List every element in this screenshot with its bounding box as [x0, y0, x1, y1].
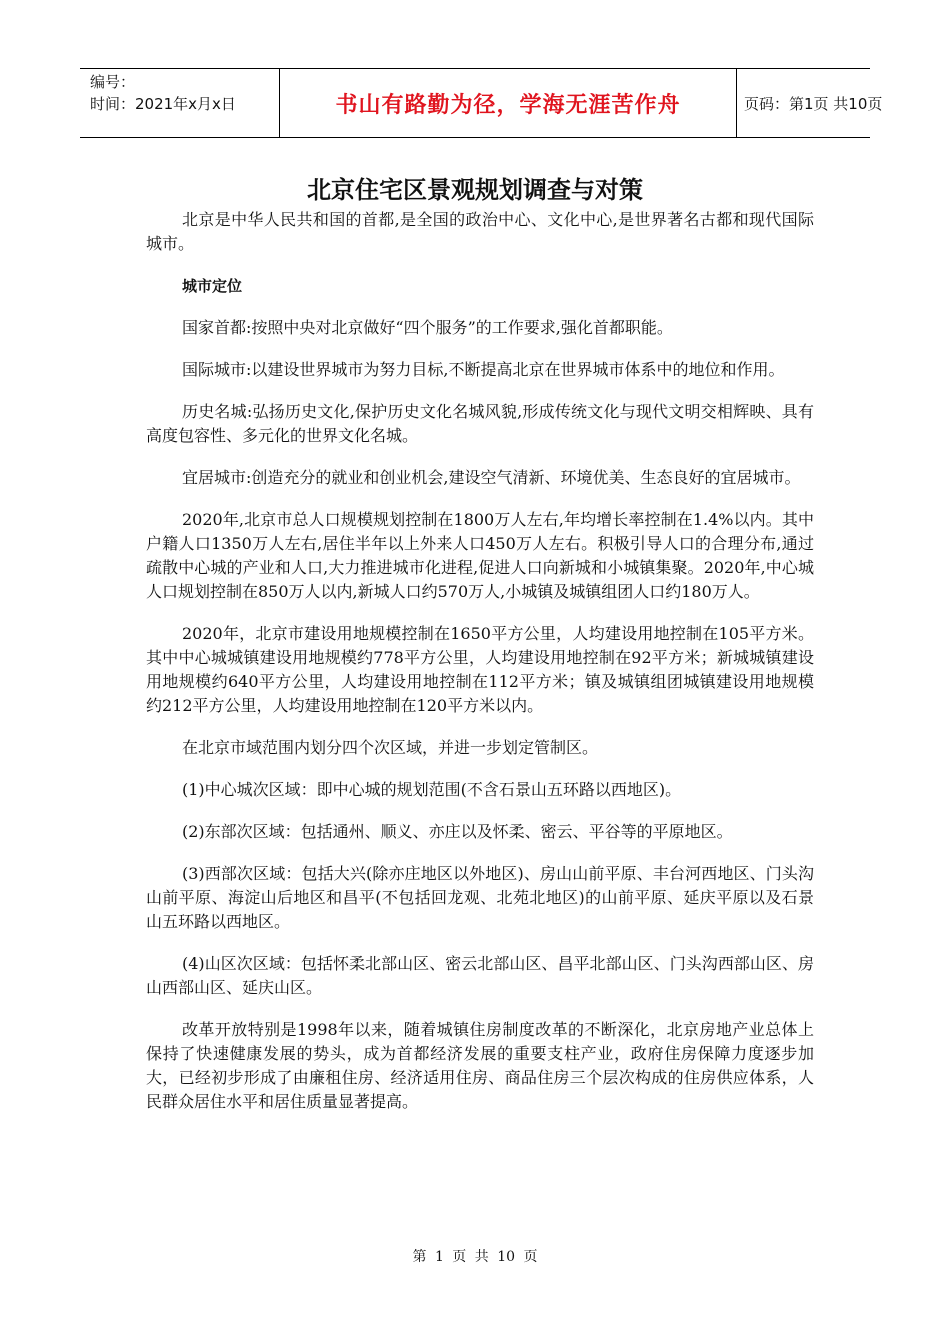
paragraph: 国际城市:以建设世界城市为努力目标,不断提高北京在世界城市体系中的地位和作用。: [182, 360, 785, 379]
paragraph: (3)西部次区域：包括大兴(除亦庄地区以外地区)、房山山前平原、丰台河西地区、门头沟山前平原、海淀山后地区和昌平(不包括回龙观、北苑北地区)的山前平原、延庆平原以及石景山五环路以西地区。: [146, 864, 814, 931]
time-label: 时间：2021年x月x日: [90, 95, 236, 113]
paragraph: 在北京市域范围内划分四个次区域，并进一步划定管制区。: [182, 738, 599, 757]
header-left-cell: [80, 69, 280, 137]
header-table: [80, 68, 883, 138]
paragraph: 历史名城:弘扬历史文化,保护历史文化名城风貌,形成传统文化与现代文明交相辉映、具有高度包容性、多元化的世界文化名城。: [146, 402, 814, 445]
page-footer: 第 1 页 共 10 页: [412, 1249, 538, 1265]
header-motto-cell: [280, 69, 737, 137]
paragraph: 宜居城市:创造充分的就业和创业机会,建设空气清新、环境优美、生态良好的宜居城市。: [182, 468, 801, 487]
paragraph: 2020年,北京市总人口规模规划控制在1800万人左右,年均增长率控制在1.4%以内。其中户籍人口1350万人左右,居住半年以上外来人口450万人左右。积极引导人口的合理分布,通过疏散中心城的产业和人口,大力推进城市化进程,促进人口向新城和小城镇集聚。2020年,中心城人口规划控制在850万人以内,新城人口约570万人,小城镇及城镇组团人口约180万人。: [146, 510, 814, 601]
paragraph: (1)中心城次区域：即中心城的规划范围(不含石景山五环路以西地区)。: [182, 780, 682, 799]
paragraph: (4)山区次区域：包括怀柔北部山区、密云北部山区、昌平北部山区、门头沟西部山区、房山西部山区、延庆山区。: [146, 954, 814, 997]
motto-text: 书山有路勤为径，学海无涯苦作舟: [335, 92, 681, 118]
number-label: 编号：: [90, 73, 136, 91]
paragraph: 国家首都:按照中央对北京做好“四个服务”的工作要求,强化首都职能。: [182, 318, 673, 337]
paragraph: (2)东部次区域：包括通州、顺义、亦庄以及怀柔、密云、平谷等的平原地区。: [182, 822, 733, 841]
document-title: 北京住宅区景观规划调查与对策: [307, 176, 643, 204]
paragraph-intro: 北京是中华人民共和国的首都,是全国的政治中心、文化中心,是世界著名古都和现代国际城市。: [146, 210, 814, 253]
section-heading: 城市定位: [182, 277, 243, 295]
header-page-cell: [736, 69, 883, 137]
page-info: 页码：第1页 共10页: [744, 94, 883, 113]
paragraph: 2020年，北京市建设用地规模控制在1650平方公里，人均建设用地控制在105平方米。其中中心城城镇建设用地规模约778平方公里，人均建设用地控制在92平方米；新城城镇建设用地规模约640平方公里，人均建设用地控制在112平方米；镇及城镇组团城镇建设用地规模约212平方公里，人均建设用地控制在120平方米以内。: [146, 624, 814, 715]
paragraph: 改革开放特别是1998年以来，随着城镇住房制度改革的不断深化，北京房地产业总体上保持了快速健康发展的势头，成为首都经济发展的重要支柱产业，政府住房保障力度逐步加大，已经初步形成了由廉租住房、经济适用住房、商品住房三个层次构成的住房供应体系，人民群众居住水平和居住质量显著提高。: [146, 1020, 814, 1111]
document-body: [146, 208, 814, 1132]
